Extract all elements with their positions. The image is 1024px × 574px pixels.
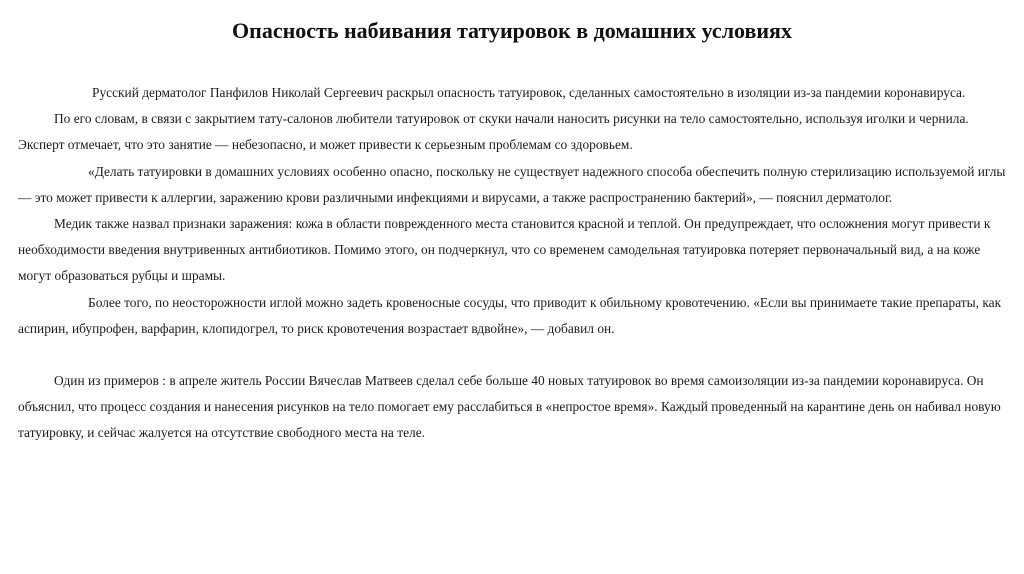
document-title: Опасность набивания татуировок в домашних условиях <box>232 18 792 43</box>
paragraph-infection-signs: Медик также назвал признаки заражения: кожа в области поврежденного места становится красной и теплой. Он предупреждает, что осложнения могут привести к необходимости введения внутривенных антибиотиков. Помимо этого, он подчеркнул, что со временем самодельная татуировка потеряет первоначальный вид, а на коже могут образоваться рубцы и шрамы. <box>18 216 991 284</box>
paragraph-bleeding-risk: Более того, по неосторожности иглой можно задеть кровеносные сосуды, что приводит к обильному кровотечению. «Если вы принимаете такие препараты, как аспирин, ибупрофен, варфарин, клопидогрел, то риск кровотечения возрастает вдвойне», — добавил он. <box>18 294 1002 336</box>
paragraph-gap <box>18 342 1012 368</box>
paragraph-intro: Русский дерматолог Панфилов Николай Сергеевич раскрыл опасность татуировок, сделанных самостоятельно в изоляции из-за пандемии коронавируса. <box>92 85 966 100</box>
paragraph-salons-closed: По его словам, в связи с закрытием тату-салонов любители татуировок от скуки начали наносить рисунки на тело самостоятельно, используя иголки и чернила. Эксперт отмечает, что это занятие — небезопасно, и может привести к серьезным проблемам со здоровьем. <box>18 111 969 153</box>
document-body <box>18 80 1012 447</box>
paragraph-example: Один из примеров : в апреле житель России Вячеслав Матвеев сделал себе больше 40 новых татуировок во время самоизоляции из-за пандемии коронавируса. Он объяснил, что процесс создания и нанесения рисунков на тело помогает ему расслабиться в «непростое время». Каждый проведенный на карантине день он набивал новую татуировку, и сейчас жалуется на отсутствие свободного места на теле. <box>18 373 1001 441</box>
paragraph-quote-sterilization: «Делать татуировки в домашних условиях особенно опасно, поскольку не существует надежного способа обеспечить полную стерилизацию используемой иглы — это может привести к аллергии, заражению крови различными инфекциями и вирусами, а также распространению бактерий», — пояснил дерматолог. <box>18 163 1006 205</box>
